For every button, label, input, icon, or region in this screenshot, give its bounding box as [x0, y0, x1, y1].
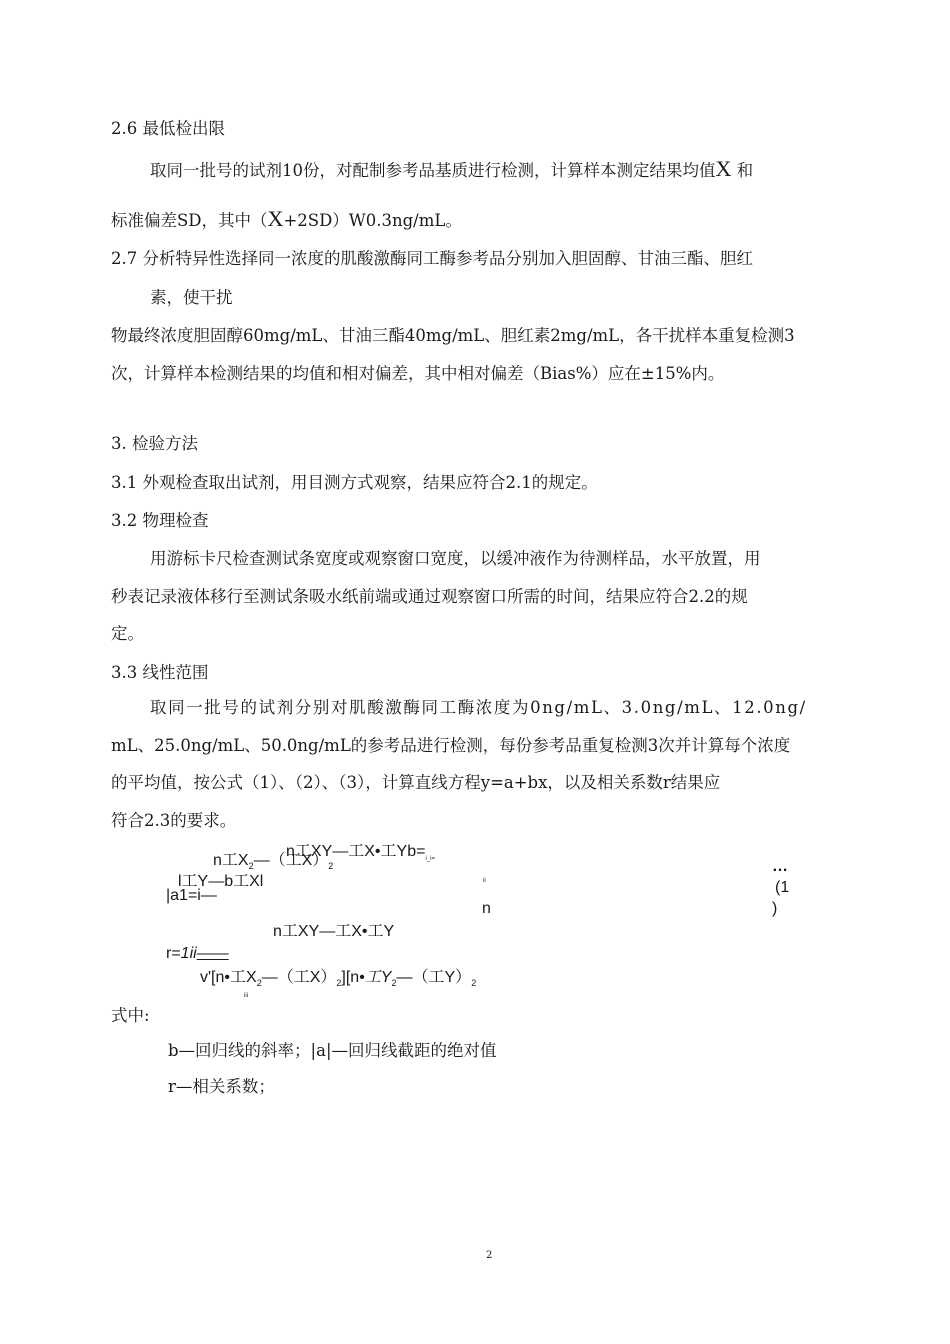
formula-subscript: 2 [471, 978, 477, 989]
formula-r-label [166, 945, 229, 963]
section-2-7-line-1: 2.7 分析特异性选择同一浓度的肌酸激酶同工酶参考品分别加入胆固醇、甘油三酯、胆红 [111, 249, 753, 268]
formula-run: 1ii [180, 945, 197, 962]
section-3-heading: 3. 检验方法 [111, 434, 198, 453]
section-3-2-heading: 3.2 物理检查 [111, 511, 209, 530]
section-3-3-line-3: 的平均值，按公式（1）、（2）、（3），计算直线方程y=a+bx，以及相关系数r结果应 [111, 773, 721, 792]
section-2-6-paragraph-line-1 [150, 158, 753, 182]
section-3-2-line-3: 定。 [111, 624, 144, 643]
page-number: 2 [486, 1250, 493, 1261]
formula-run: v'[n•工X [200, 969, 257, 986]
formula-n-denominator: n [482, 900, 491, 917]
section-3-3-line-4: 符合2.3的要求。 [111, 811, 237, 830]
section-3-2-line-1: 用游标卡尺检查测试条宽度或观察窗口宽度，以缓冲液作为待测样品，水平放置，用 [150, 549, 761, 568]
formula-subscript: 2 [248, 861, 254, 872]
section-3-3-heading: 3.3 线性范围 [111, 663, 209, 682]
formula-b-numerator [286, 843, 435, 868]
formula-run: ][n• [341, 969, 365, 986]
formula-run: n工X [213, 852, 249, 869]
formula-fraction-bar: —— [196, 945, 229, 962]
formula-run: r= [166, 945, 181, 962]
text-run: +2SD）W0.3ng/mL。 [283, 211, 462, 230]
formula-tiny-subscript: i_i= [425, 856, 435, 863]
formula-subscript: 2 [256, 978, 262, 989]
formula-run: —（工X） [261, 969, 337, 986]
formula-subscript: 2 [328, 861, 334, 872]
section-3-3-line-2: mL、25.0ng/mL、50.0ng/mL的参考品进行检测，每份参考品重复检测3次并计算每个浓度 [111, 736, 791, 755]
formula-run: —（工Y） [396, 969, 472, 986]
formula-a-label: |a1=i— [166, 887, 217, 904]
section-3-3-line-1: 取同一批号的试剂分别对肌酸激酶同工酶浓度为0ng/mL、3.0ng/mL、12.0ng/ [150, 698, 807, 717]
section-2-7-line-3: 物最终浓度胆固醇60mg/mL、甘油三酯40mg/mL、胆红素2mg/mL，各干扰样本重复检测3 [111, 326, 795, 345]
section-2-7-line-4: 次，计算样本检测结果的均值和相对偏差，其中相对偏差（Bias%）应在±15%内。 [111, 364, 725, 383]
mean-x-symbol: X [715, 156, 732, 181]
section-2-6-heading: 2.6 最低检出限 [111, 119, 225, 138]
mean-x-symbol: X [267, 206, 284, 231]
formula-ellipsis: … [772, 858, 788, 875]
formula-a-numerator: l工Y—b工Xl [178, 873, 264, 890]
legend-b-line: b—回归线的斜率；|a|—回归线截距的绝对值 [168, 1041, 497, 1060]
formula-equation-number-1: (1 [775, 879, 790, 896]
formula-index-mark: ii [483, 878, 486, 884]
text-run: 标准偏差SD，其中（ [111, 211, 268, 230]
section-3-2-line-2: 秒表记录液体移行至测试条吸水纸前端或通过观察窗口所需的时间，结果应符合2.2的规 [111, 587, 748, 606]
formula-run: —（工X） [253, 852, 329, 869]
formula-r-numerator: n工XY—工X•工Y [273, 923, 395, 940]
legend-r-line: r—相关系数； [168, 1077, 275, 1096]
formula-equation-number-close: ) [772, 900, 778, 917]
formula-run: 工Y [364, 969, 392, 986]
formula-subscript: 2 [336, 978, 342, 989]
text-run: 取同一批号的试剂10份，对配制参考品基质进行检测，计算样本测定结果均值 [150, 161, 716, 180]
formula-run: n工XY—工X•工Yb= [286, 843, 426, 860]
section-2-6-paragraph-line-2 [111, 208, 462, 232]
section-2-7-line-2: 素，使干扰 [150, 288, 233, 307]
formula-tiny-index: iii [244, 993, 248, 999]
formula-r-denominator [200, 969, 476, 992]
text-run: 和 [736, 161, 754, 180]
legend-intro: 式中: [111, 1006, 150, 1025]
section-3-1-line: 3.1 外观检查取出试剂，用目测方式观察，结果应符合2.1的规定。 [111, 473, 598, 492]
formula-subscript: 2 [391, 978, 397, 989]
